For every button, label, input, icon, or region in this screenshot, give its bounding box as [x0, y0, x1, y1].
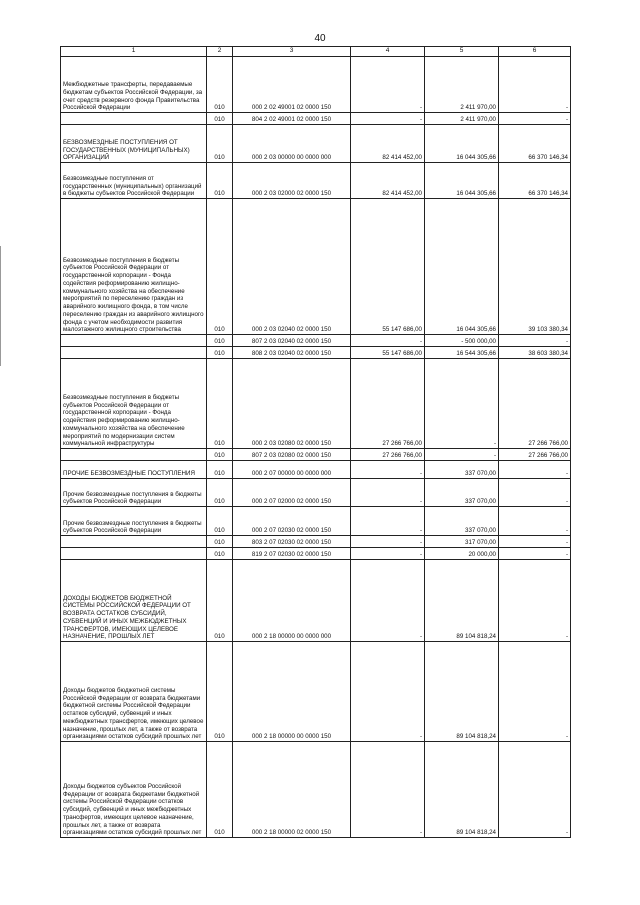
- row-line-code: 010: [207, 347, 233, 359]
- row-approved-amount: 55 147 686,00: [351, 199, 425, 335]
- row-unexecuted-amount: 66 370 146,34: [499, 163, 571, 199]
- column-header: 2: [207, 47, 233, 57]
- row-budget-code: 807 2 03 02040 02 0000 150: [233, 335, 351, 347]
- row-line-code: 010: [207, 642, 233, 742]
- row-budget-code: 000 2 18 00000 00 0000 000: [233, 560, 351, 642]
- row-executed-amount: 89 104 818,24: [425, 642, 499, 742]
- row-budget-code: 000 2 03 00000 00 0000 000: [233, 125, 351, 163]
- row-label: Прочие безвозмездные поступления в бюджеты субъектов Российской Федерации: [61, 507, 207, 536]
- page-number: 40: [314, 33, 326, 44]
- row-executed-amount: 89 104 818,24: [425, 560, 499, 642]
- page-edge-mark: [0, 246, 4, 366]
- row-budget-code: 000 2 02 49001 02 0000 150: [233, 57, 351, 113]
- row-budget-code: 807 2 03 02080 02 0000 150: [233, 449, 351, 461]
- table-header-row: [61, 47, 571, 57]
- row-budget-code: 000 2 18 00000 00 0000 150: [233, 642, 351, 742]
- table-row: [61, 125, 571, 163]
- row-unexecuted-amount: -: [499, 560, 571, 642]
- row-line-code: 010: [207, 335, 233, 347]
- row-approved-amount: -: [351, 113, 425, 125]
- row-line-code: 010: [207, 113, 233, 125]
- row-executed-amount: 16 544 305,66: [425, 347, 499, 359]
- column-header: 6: [499, 47, 571, 57]
- row-unexecuted-amount: -: [499, 536, 571, 548]
- row-budget-code: 000 2 03 02040 02 0000 150: [233, 199, 351, 335]
- row-line-code: 010: [207, 163, 233, 199]
- row-label: ПРОЧИЕ БЕЗВОЗМЕЗДНЫЕ ПОСТУПЛЕНИЯ: [61, 461, 207, 479]
- row-budget-code: 000 2 03 02000 02 0000 150: [233, 163, 351, 199]
- row-unexecuted-amount: -: [499, 113, 571, 125]
- row-executed-amount: 16 044 305,66: [425, 163, 499, 199]
- row-label: Безвозмездные поступления в бюджеты субъектов Российской Федерации от государственной корпорации - Фонда содействия реформированию жилищно-коммунального хозяйства на обеспечение мероприятий по модернизации систем коммунальной инфраструктуры: [61, 359, 207, 449]
- row-approved-amount: -: [351, 742, 425, 838]
- row-budget-code: 803 2 07 02030 02 0000 150: [233, 536, 351, 548]
- row-executed-amount: 16 044 305,66: [425, 125, 499, 163]
- table-row: [61, 461, 571, 479]
- row-executed-amount: 16 044 305,66: [425, 199, 499, 335]
- row-unexecuted-amount: -: [499, 642, 571, 742]
- table-row: [61, 57, 571, 113]
- table-row: [61, 347, 571, 359]
- row-approved-amount: 27 266 766,00: [351, 359, 425, 449]
- table-row: [61, 113, 571, 125]
- row-label: Межбюджетные трансферты, передаваемые бюджетам субъектов Российской Федерации, за счет средств резервного фонда Правительства Российской Федерации: [61, 57, 207, 113]
- row-approved-amount: -: [351, 461, 425, 479]
- row-budget-code: 000 2 07 02030 02 0000 150: [233, 507, 351, 536]
- table-row: [61, 742, 571, 838]
- row-line-code: 010: [207, 479, 233, 507]
- row-executed-amount: 337 070,00: [425, 479, 499, 507]
- row-approved-amount: -: [351, 335, 425, 347]
- table-row: [61, 479, 571, 507]
- row-line-code: 010: [207, 359, 233, 449]
- row-budget-code: 808 2 03 02040 02 0000 150: [233, 347, 351, 359]
- row-budget-code: 000 2 18 00000 02 0000 150: [233, 742, 351, 838]
- row-label: [61, 113, 207, 125]
- row-approved-amount: 27 266 766,00: [351, 449, 425, 461]
- table-row: [61, 536, 571, 548]
- row-executed-amount: 317 070,00: [425, 536, 499, 548]
- row-budget-code: 819 2 07 02030 02 0000 150: [233, 548, 351, 560]
- row-budget-code: 804 2 02 49001 02 0000 150: [233, 113, 351, 125]
- row-label: [61, 449, 207, 461]
- row-line-code: 010: [207, 507, 233, 536]
- row-executed-amount: 89 104 818,24: [425, 742, 499, 838]
- table-row: [61, 163, 571, 199]
- column-header: 5: [425, 47, 499, 57]
- row-unexecuted-amount: 27 266 766,00: [499, 449, 571, 461]
- row-label: [61, 536, 207, 548]
- row-approved-amount: -: [351, 507, 425, 536]
- row-approved-amount: 82 414 452,00: [351, 163, 425, 199]
- row-executed-amount: -: [425, 359, 499, 449]
- row-unexecuted-amount: -: [499, 507, 571, 536]
- row-label: Доходы бюджетов субъектов Российской Федерации от возврата бюджетами бюджетной системы Российской Федерации остатков субсидий, субвенций и иных межбюджетных трансфертов, имеющих целевое назначение, прошлых лет, а также от возврата организациями остатков субсидий прошлых лет: [61, 742, 207, 838]
- row-approved-amount: -: [351, 536, 425, 548]
- row-unexecuted-amount: 38 603 380,34: [499, 347, 571, 359]
- row-executed-amount: -: [425, 449, 499, 461]
- row-executed-amount: - 500 000,00: [425, 335, 499, 347]
- row-label: Безвозмездные поступления в бюджеты субъектов Российской Федерации от государственной корпорации - Фонда содействия реформированию жилищно-коммунального хозяйства на обеспечение мероприятий по переселению граждан из аварийного жилищного фонда, в том числе переселению граждан из аварийного жилищного фонда с учетом необходимости развития малоэтажного жилищного строительства: [61, 199, 207, 335]
- table-row: [61, 449, 571, 461]
- row-label: [61, 548, 207, 560]
- row-approved-amount: -: [351, 642, 425, 742]
- row-budget-code: 000 2 07 00000 00 0000 000: [233, 461, 351, 479]
- row-approved-amount: 82 414 452,00: [351, 125, 425, 163]
- row-executed-amount: 20 000,00: [425, 548, 499, 560]
- row-executed-amount: 2 411 970,00: [425, 113, 499, 125]
- row-line-code: 010: [207, 125, 233, 163]
- row-label: [61, 335, 207, 347]
- row-unexecuted-amount: 66 370 146,34: [499, 125, 571, 163]
- row-unexecuted-amount: -: [499, 548, 571, 560]
- row-label: Доходы бюджетов бюджетной системы Российской Федерации от возврата бюджетами бюджетной системы Российской Федерации остатков субсидий, субвенций и иных межбюджетных трансфертов, имеющих целевое назначение, прошлых лет, а также от возврата организациями остатков субсидий прошлых лет: [61, 642, 207, 742]
- row-budget-code: 000 2 07 02000 02 0000 150: [233, 479, 351, 507]
- column-header: 3: [233, 47, 351, 57]
- row-line-code: 010: [207, 560, 233, 642]
- row-approved-amount: -: [351, 479, 425, 507]
- row-budget-code: 000 2 03 02080 02 0000 150: [233, 359, 351, 449]
- row-unexecuted-amount: -: [499, 335, 571, 347]
- column-header: 4: [351, 47, 425, 57]
- row-line-code: 010: [207, 742, 233, 838]
- row-label: ДОХОДЫ БЮДЖЕТОВ БЮДЖЕТНОЙ СИСТЕМЫ РОССИЙСКОЙ ФЕДЕРАЦИИ ОТ ВОЗВРАТА ОСТАТКОВ СУБСИДИЙ, СУБВЕНЦИЙ И ИНЫХ МЕЖБЮДЖЕТНЫХ ТРАНСФЕРТОВ, ИМЕЮЩИХ ЦЕЛЕВОЕ НАЗНАЧЕНИЕ, ПРОШЛЫХ ЛЕТ: [61, 560, 207, 642]
- revenue-table: [60, 46, 571, 838]
- row-unexecuted-amount: 39 103 380,34: [499, 199, 571, 335]
- row-unexecuted-amount: -: [499, 479, 571, 507]
- row-unexecuted-amount: -: [499, 742, 571, 838]
- row-unexecuted-amount: -: [499, 57, 571, 113]
- table-row: [61, 548, 571, 560]
- row-line-code: 010: [207, 461, 233, 479]
- row-label: [61, 347, 207, 359]
- row-line-code: 010: [207, 199, 233, 335]
- row-line-code: 010: [207, 57, 233, 113]
- table-row: [61, 199, 571, 335]
- row-approved-amount: -: [351, 57, 425, 113]
- row-line-code: 010: [207, 548, 233, 560]
- row-approved-amount: -: [351, 548, 425, 560]
- row-approved-amount: -: [351, 560, 425, 642]
- table-row: [61, 335, 571, 347]
- row-label: Безвозмездные поступления от государственных (муниципальных) организаций в бюджеты субъектов Российской Федерации: [61, 163, 207, 199]
- row-label: Прочие безвозмездные поступления в бюджеты субъектов Российской Федерации: [61, 479, 207, 507]
- table-row: [61, 560, 571, 642]
- table-row: [61, 359, 571, 449]
- row-line-code: 010: [207, 449, 233, 461]
- row-unexecuted-amount: -: [499, 461, 571, 479]
- table-row: [61, 642, 571, 742]
- row-approved-amount: 55 147 686,00: [351, 347, 425, 359]
- column-header: 1: [61, 47, 207, 57]
- row-unexecuted-amount: 27 266 766,00: [499, 359, 571, 449]
- row-executed-amount: 337 070,00: [425, 507, 499, 536]
- row-executed-amount: 337 070,00: [425, 461, 499, 479]
- row-label: БЕЗВОЗМЕЗДНЫЕ ПОСТУПЛЕНИЯ ОТ ГОСУДАРСТВЕННЫХ (МУНИЦИПАЛЬНЫХ) ОРГАНИЗАЦИЙ: [61, 125, 207, 163]
- row-line-code: 010: [207, 536, 233, 548]
- table-row: [61, 507, 571, 536]
- row-executed-amount: 2 411 970,00: [425, 57, 499, 113]
